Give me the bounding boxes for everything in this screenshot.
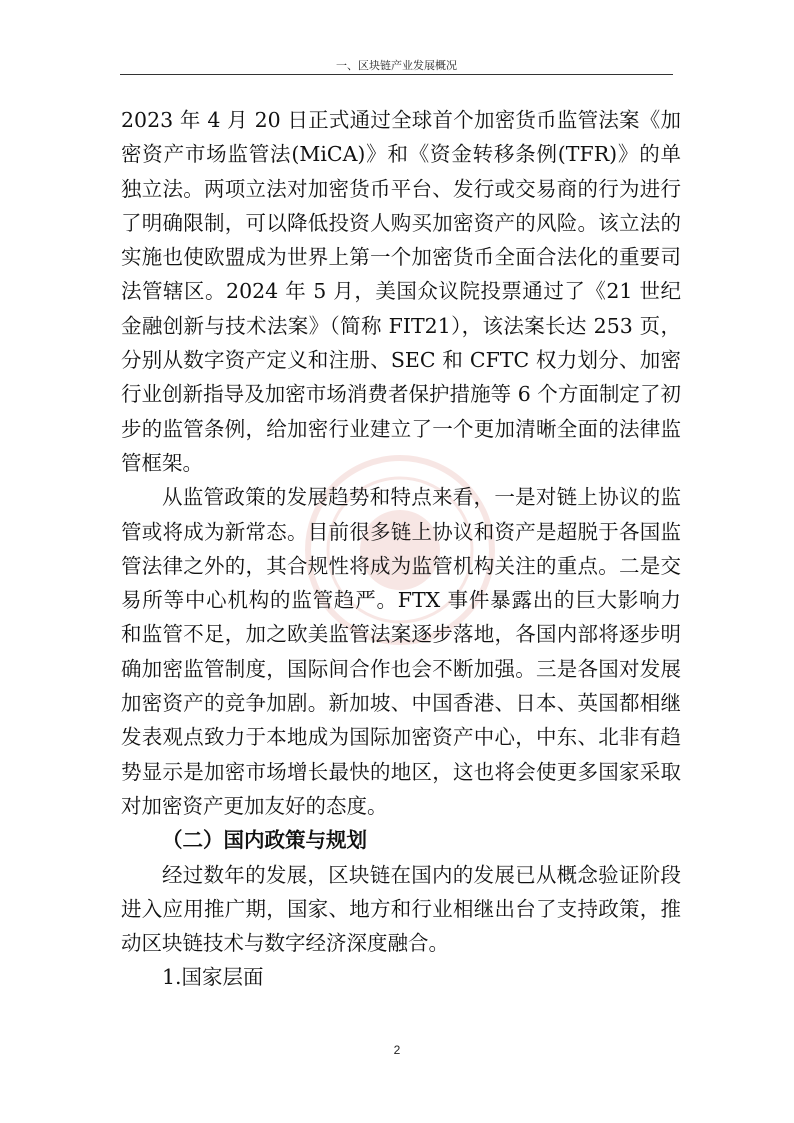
paragraph-domestic-development: 经过数年的发展，区块链在国内的发展已从概念验证阶段进入应用推广期，国家、地方和行业相继出台了支持政策，推动区块链技术与数字经济深度融合。 xyxy=(121,862,681,956)
section-heading-domestic-policy: （二）国内政策与规划 xyxy=(162,828,367,853)
paragraph-regulatory-trends: 从监管政策的发展趋势和特点来看，一是对链上协议的监管或将成为新常态。目前很多链上协议和资产是超脱于各国监管法律之外的，其合规性将成为监管机构关注的重点。二是交易所等中心机构的监管趋严。FTX 事件暴露出的巨大影响力和监管不足，加之欧美监管法案逐步落地，各国内部将逐步明确加密监管制度，国际间合作也会不断加强。三是各国对发展加密资产的竞争加剧。新加坡、中国香港、日本、英国都相继发表观点致力于本地成为国际加密资产中心，中东、北非有趋势显示是加密市场增长最快的地区，这也将会使更多国家采取对加密资产更加友好的态度。 xyxy=(121,485,681,818)
page-number: 2 xyxy=(393,1043,401,1057)
subheading-national-level: 1.国家层面 xyxy=(162,965,264,990)
running-header: 一、区块链产业发展概况 xyxy=(336,59,457,72)
body-text xyxy=(121,103,681,995)
header-divider xyxy=(120,74,673,75)
paragraph-mica-fit21: 2023 年 4 月 20 日正式通过全球首个加密货币监管法案《加密资产市场监管法(MiCA)》和《资金转移条例(TFR)》的单独立法。两项立法对加密货币平台、发行或交易商的行为进行了明确限制，可以降低投资人购买加密资产的风险。该立法的实施也使欧盟成为世界上第一个加密货币全面合法化的重要司法管辖区。2024 年 5 月，美国众议院投票通过了《21 世纪金融创新与技术法案》（简称 FIT21），该法案长达 253 页，分别从数字资产定义和注册、SEC 和 CFTC 权力划分、加密行业创新指导及加密市场消费者保护措施等 6 个方面制定了初步的监管条例，给加密行业建立了一个更加清晰全面的法律监管框架。 xyxy=(121,108,681,475)
